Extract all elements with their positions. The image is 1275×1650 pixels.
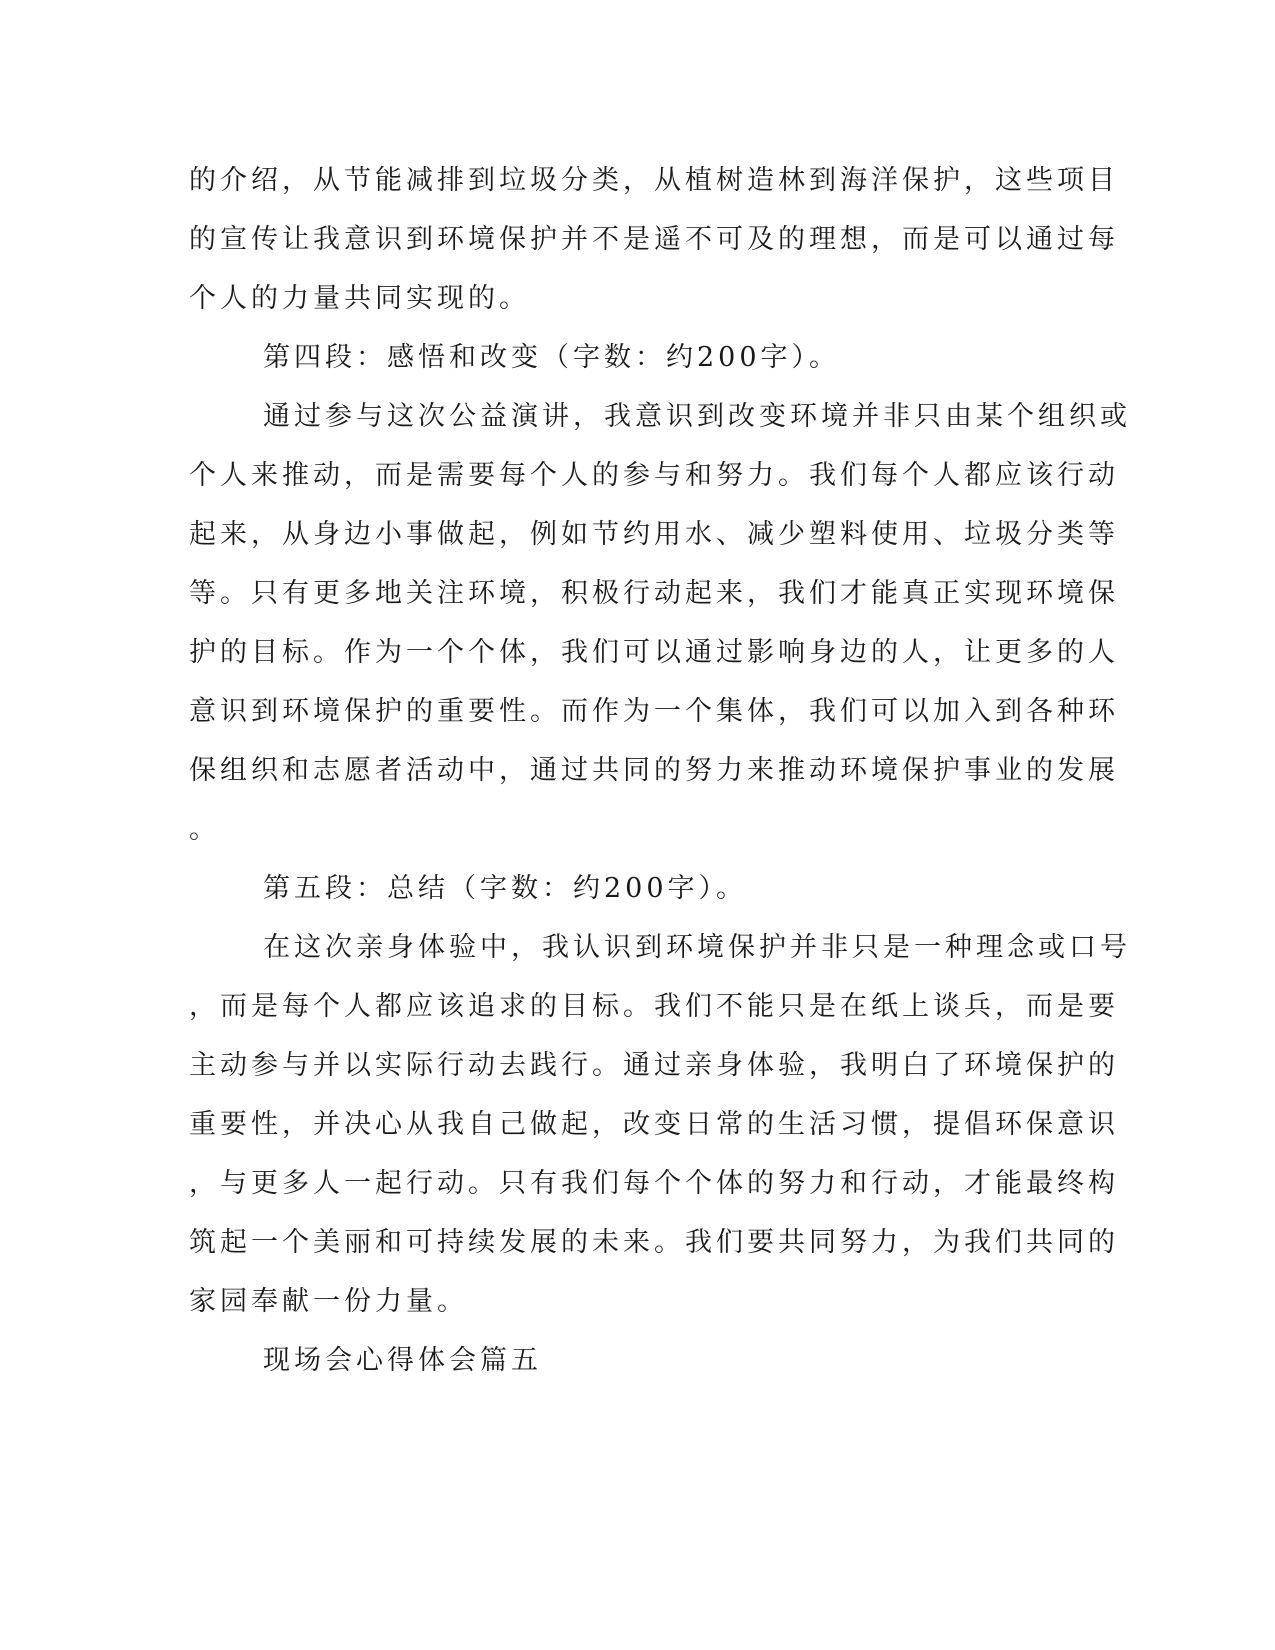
paragraph-line: 家园奉献一份力量。 (189, 1286, 468, 1317)
paragraph-line: 意识到环境保护的重要性。而作为一个集体，我们可以加入到各种环 (189, 696, 1119, 727)
section-heading-4: 第四段：感悟和改变（字数：约200字）。 (263, 342, 841, 373)
paragraph-line: 的宣传让我意识到环境保护并不是遥不可及的理想，而是可以通过每 (189, 224, 1119, 255)
paragraph-line: 。 (189, 814, 220, 845)
paragraph-line: 在这次亲身体验中，我认识到环境保护并非只是一种理念或口号 (263, 932, 1131, 963)
paragraph-line: 筑起一个美丽和可持续发展的未来。我们要共同努力，为我们共同的 (189, 1227, 1119, 1258)
paragraph-line: 主动参与并以实际行动去践行。通过亲身体验，我明白了环境保护的 (189, 1050, 1119, 1081)
paragraph-line: ，而是每个人都应该追求的目标。我们不能只是在纸上谈兵，而是要 (189, 991, 1119, 1022)
paragraph-line: 护的目标。作为一个个体，我们可以通过影响身边的人，让更多的人 (189, 637, 1119, 668)
section-heading-5: 第五段：总结（字数：约200字）。 (263, 873, 748, 904)
paragraph-line: 重要性，并决心从我自己做起，改变日常的生活习惯，提倡环保意识 (189, 1109, 1119, 1140)
paragraph-line: 起来，从身边小事做起，例如节约用水、减少塑料使用、垃圾分类等 (189, 519, 1119, 550)
article-title: 现场会心得体会篇五 (263, 1345, 542, 1376)
paragraph-line: ，与更多人一起行动。只有我们每个个体的努力和行动，才能最终构 (189, 1168, 1119, 1199)
paragraph-line: 等。只有更多地关注环境，积极行动起来，我们才能真正实现环境保 (189, 578, 1119, 609)
paragraph-line: 通过参与这次公益演讲，我意识到改变环境并非只由某个组织或 (263, 401, 1131, 432)
paragraph-line: 的介绍，从节能减排到垃圾分类，从植树造林到海洋保护，这些项目 (189, 165, 1119, 196)
paragraph-line: 个人的力量共同实现的。 (189, 283, 530, 314)
paragraph-line: 个人来推动，而是需要每个人的参与和努力。我们每个人都应该行动 (189, 460, 1119, 491)
paragraph-line: 保组织和志愿者活动中，通过共同的努力来推动环境保护事业的发展 (189, 755, 1119, 786)
